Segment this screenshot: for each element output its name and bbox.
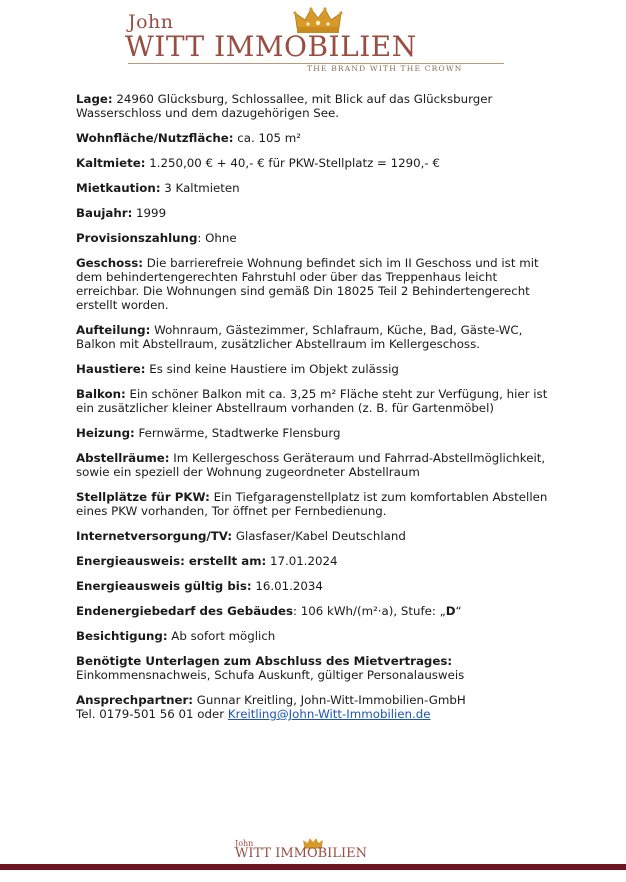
detail-unterlagen: [76, 654, 556, 682]
detail-label: Kaltmiete:: [76, 156, 146, 170]
detail-lage: [76, 92, 556, 120]
detail-label: Energieausweis: erstellt am:: [76, 554, 267, 568]
detail-label: Energieausweis gültig bis:: [76, 579, 252, 593]
detail-label: Provisionszahlung: [76, 231, 198, 245]
detail-internet: [76, 529, 556, 543]
detail-value: Ein schöner Balkon mit ca. 3,25 m² Fläche steht zur Verfügung, hier ist ein zusätzlicher kleiner Abstellraum vorhanden (z. B. für Gartenmöbel): [76, 387, 548, 415]
detail-value: Es sind keine Haustiere im Objekt zulässig: [145, 362, 399, 376]
detail-endenergiebedarf: [76, 604, 556, 618]
footer-logo: [0, 834, 626, 864]
detail-label: Haustiere:: [76, 362, 146, 376]
detail-baujahr: [76, 206, 556, 220]
detail-value: Die barrierefreie Wohnung befindet sich im II Geschoss und ist mit dem behindertengerechten Fahrstuhl oder über das Treppenhaus leicht erreichbar. Die Wohnungen sind gemäß Din 18025 Teil 2 Behindertengerecht erstellt worden.: [76, 256, 539, 312]
detail-label: Heizung:: [76, 426, 135, 440]
detail-energieausweis-erstellt: [76, 554, 556, 568]
detail-mietkaution: [76, 181, 556, 195]
listing-details: [76, 92, 556, 732]
detail-balkon: [76, 387, 556, 415]
detail-label: Lage:: [76, 92, 113, 106]
detail-label: Besichtigung:: [76, 629, 168, 643]
detail-label: Geschoss:: [76, 256, 143, 270]
detail-value: 3 Kaltmieten: [160, 181, 240, 195]
detail-value: Glasfaser/Kabel Deutschland: [232, 529, 406, 543]
detail-value: Im Kellergeschoss Geräteraum und Fahrrad-Abstellmöglichkeit, sowie ein speziell der Wohnung zugeordneter Abstellraum: [76, 451, 546, 479]
detail-value: Wohnraum, Gästezimmer, Schlafraum, Küche, Bad, Gäste-WC, Balkon mit Abstellraum, zusätzlicher Abstellraum im Kellergeschoss.: [76, 323, 523, 351]
detail-label: Mietkaution:: [76, 181, 161, 195]
detail-haustiere: [76, 362, 556, 376]
detail-ansprechpartner: [76, 693, 556, 721]
detail-label: Internetversorgung/TV:: [76, 529, 233, 543]
contact-email-link[interactable]: Kreitling@John-Witt-Immobilien.de: [227, 707, 431, 721]
header-logo: [0, 0, 626, 84]
footer-logo-john-text: John: [235, 839, 254, 848]
detail-value: 17.01.2024: [266, 554, 338, 568]
detail-stellplaetze: [76, 490, 556, 518]
detail-wohnflaeche: [76, 131, 556, 145]
logo-tagline: THE BRAND WITH THE CROWN: [307, 64, 463, 73]
detail-geschoss: [76, 256, 556, 312]
detail-label: Baujahr:: [76, 206, 133, 220]
detail-value: 16.01.2034: [251, 579, 323, 593]
contact-name: Gunnar Kreitling, John-Witt-Immobilien-GmbH: [193, 693, 466, 707]
detail-label: Aufteilung:: [76, 323, 151, 337]
detail-abstellraeume: [76, 451, 556, 479]
detail-aufteilung: [76, 323, 556, 351]
contact-phone: Tel. 0179-501 56 01 oder: [76, 707, 228, 721]
detail-value: 1999: [132, 206, 167, 220]
detail-value: Ein Tiefgaragenstellplatz ist zum komfortablen Abstellen eines PKW vorhanden, Tor öffnet per Fernbedienung.: [76, 490, 548, 518]
detail-value: 24960 Glücksburg, Schlossallee, mit Blick auf das Glücksburger Wasserschloss und dem dazugehörigen See.: [76, 92, 493, 120]
detail-heizung: [76, 426, 556, 440]
detail-value: Ab sofort möglich: [167, 629, 276, 643]
detail-label: Stellplätze für PKW:: [76, 490, 210, 504]
footer-logo-wordmark: WITT IMMOBILIEN: [235, 846, 367, 861]
detail-value: 1.250,00 € + 40,- € für PKW-Stellplatz = 1290,- €: [145, 156, 440, 170]
energy-class: D: [445, 604, 456, 618]
logo-john-text: John: [128, 11, 174, 33]
detail-label: Ansprechpartner:: [76, 693, 194, 707]
detail-label: Abstellräume:: [76, 451, 170, 465]
detail-kaltmiete: [76, 156, 556, 170]
detail-label: Wohnfläche/Nutzfläche:: [76, 131, 234, 145]
logo-wordmark: WITT IMMOBILIEN: [125, 30, 417, 63]
detail-provision: [76, 231, 556, 245]
detail-besichtigung: [76, 629, 556, 643]
detail-value: : Ohne: [197, 231, 237, 245]
detail-value: ca. 105 m²: [233, 131, 301, 145]
detail-value: Einkommensnachweis, Schufa Auskunft, gültiger Personalausweis: [76, 668, 465, 682]
detail-value: Fernwärme, Stadtwerke Flensburg: [134, 426, 341, 440]
detail-energieausweis-gueltig: [76, 579, 556, 593]
detail-value: : 106 kWh/(m²·a), Stufe: „: [293, 604, 446, 618]
footer-bar: [0, 864, 626, 870]
detail-label: Balkon:: [76, 387, 126, 401]
energy-class-quote: “: [455, 604, 462, 618]
detail-label: Endenergiebedarf des Gebäudes: [76, 604, 294, 618]
detail-label: Benötigte Unterlagen zum Abschluss des Mietvertrages:: [76, 654, 453, 668]
